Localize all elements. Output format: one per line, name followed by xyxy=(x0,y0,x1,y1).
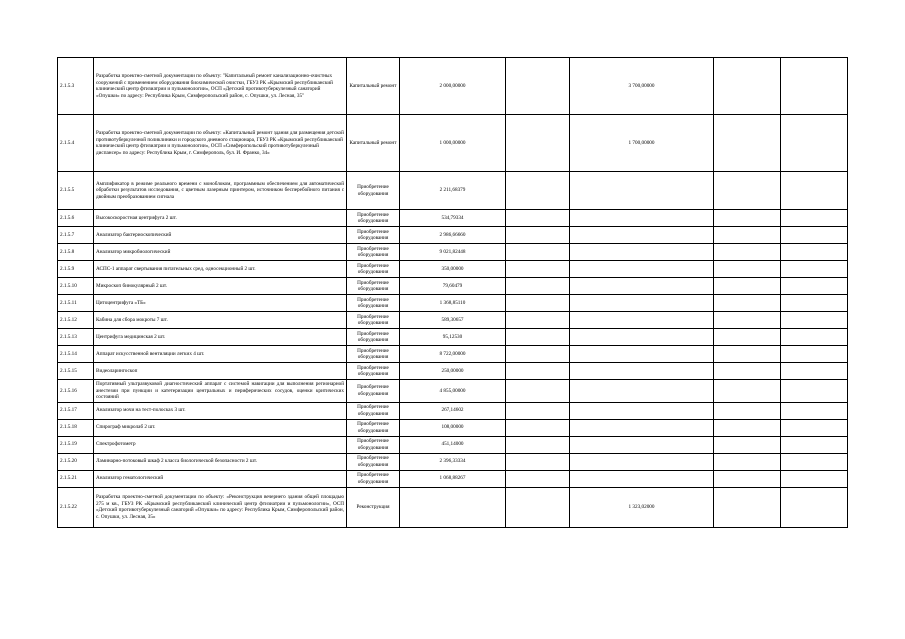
row-number-cell: 2.1.5.11 xyxy=(58,295,94,312)
row-description-cell: Цитоцентрифуга «ТБ» xyxy=(94,295,347,312)
row-empty-cell xyxy=(714,227,781,244)
row-amount-2-cell xyxy=(570,172,714,210)
row-number-cell: 2.1.5.22 xyxy=(58,487,94,527)
row-number-cell: 2.1.5.15 xyxy=(58,363,94,380)
row-empty-cell xyxy=(506,436,570,453)
row-description-cell: Анализатор мочи на тест-полосках 3 шт. xyxy=(94,402,347,419)
row-empty-cell xyxy=(714,380,781,403)
row-empty-cell xyxy=(781,329,848,346)
row-amount-cell: 9 021,82448 xyxy=(400,244,506,261)
row-amount-2-cell: 1 700,00000 xyxy=(570,115,714,172)
row-empty-cell xyxy=(714,172,781,210)
row-number-cell: 2.1.5.12 xyxy=(58,312,94,329)
row-amount-2-cell xyxy=(570,346,714,363)
table-row xyxy=(58,261,848,278)
row-description-cell: Микроскоп бинокулярный 2 шт. xyxy=(94,278,347,295)
row-description-cell: Разработка проектно-сметной документации по объекту: "Капитальный ремонт канализационно-очистных сооружений с применением оборудования биохимической очистки, ГБУЗ РК «Крымский республиканский клинический центр фтизиатрии и пульмонологии», ОСП «Детский противотуберкулезный санаторий «Опушки» по адресу: Республика Крым, Симферопольский район, с. Опушки, ул. Лесная, 35" xyxy=(94,58,347,115)
row-empty-cell xyxy=(506,380,570,403)
row-empty-cell xyxy=(714,436,781,453)
row-amount-2-cell: 3 700,00000 xyxy=(570,58,714,115)
row-type-cell: Капитальный ремонт xyxy=(347,58,400,115)
row-empty-cell xyxy=(781,402,848,419)
row-description-cell: Ламинарно-потоковый шкаф 2 класса биологической безопасности 2 шт. xyxy=(94,453,347,470)
budget-table xyxy=(57,57,848,528)
row-amount-2-cell xyxy=(570,210,714,227)
row-amount-cell: 79,60479 xyxy=(400,278,506,295)
row-empty-cell xyxy=(781,210,848,227)
row-type-cell: Реконструкция xyxy=(347,487,400,527)
row-number-cell: 2.1.5.7 xyxy=(58,227,94,244)
row-amount-2-cell xyxy=(570,329,714,346)
row-empty-cell xyxy=(506,346,570,363)
row-empty-cell xyxy=(781,436,848,453)
row-empty-cell xyxy=(506,115,570,172)
row-empty-cell xyxy=(714,487,781,527)
row-number-cell: 2.1.5.17 xyxy=(58,402,94,419)
row-empty-cell xyxy=(781,244,848,261)
row-type-cell: Капитальный ремонт xyxy=(347,115,400,172)
row-empty-cell xyxy=(781,312,848,329)
row-type-cell: Приобретение оборудования xyxy=(347,210,400,227)
row-type-cell: Приобретение оборудования xyxy=(347,363,400,380)
row-type-cell: Приобретение оборудования xyxy=(347,172,400,210)
row-type-cell: Приобретение оборудования xyxy=(347,295,400,312)
row-empty-cell xyxy=(714,115,781,172)
row-empty-cell xyxy=(506,278,570,295)
row-type-cell: Приобретение оборудования xyxy=(347,380,400,403)
table-body xyxy=(58,58,848,528)
row-number-cell: 2.1.5.19 xyxy=(58,436,94,453)
row-number-cell: 2.1.5.4 xyxy=(58,115,94,172)
row-description-cell: Спирограф микролаб 2 шт. xyxy=(94,419,347,436)
table-row xyxy=(58,58,848,115)
row-empty-cell xyxy=(714,261,781,278)
row-empty-cell xyxy=(714,363,781,380)
row-description-cell: Кабина для сбора мокроты 7 шт. xyxy=(94,312,347,329)
row-empty-cell xyxy=(781,295,848,312)
row-amount-2-cell xyxy=(570,363,714,380)
row-empty-cell xyxy=(506,419,570,436)
row-description-cell: Разработка проектно-сметной документации по объекту: «Капитальный ремонт здания для размещения детской противотуберкулезной поликлиники и городского дневного стационара, ГБУЗ РК «Крымский республиканский клинический центр фтизиатрии и пульмонологии», ОСП «Симферопольский противотуберкулезный диспансер» по адресу: Республика Крым, г. Симферополь, бул. И. Франко, 34» xyxy=(94,115,347,172)
row-description-cell: Видеоларингоскоп xyxy=(94,363,347,380)
table-row xyxy=(58,329,848,346)
row-empty-cell xyxy=(781,227,848,244)
row-empty-cell xyxy=(781,58,848,115)
row-description-cell: Аппарат искусственной вентиляции легких 4 шт. xyxy=(94,346,347,363)
row-empty-cell xyxy=(714,210,781,227)
row-amount-2-cell xyxy=(570,227,714,244)
row-empty-cell xyxy=(781,453,848,470)
table-row xyxy=(58,453,848,470)
row-empty-cell xyxy=(781,346,848,363)
row-amount-cell: 589,30657 xyxy=(400,312,506,329)
row-amount-cell: 451,14000 xyxy=(400,436,506,453)
row-description-cell: Портативный ультразвуковой диагностический аппарат с системой навигации для выполнения регионарной анестезии при пункции и катетеризации центральных и периферических сосудов, оценки критических состояний xyxy=(94,380,347,403)
row-empty-cell xyxy=(506,312,570,329)
row-type-cell: Приобретение оборудования xyxy=(347,278,400,295)
row-number-cell: 2.1.5.8 xyxy=(58,244,94,261)
row-empty-cell xyxy=(781,419,848,436)
row-number-cell: 2.1.5.13 xyxy=(58,329,94,346)
table-row xyxy=(58,210,848,227)
row-empty-cell xyxy=(506,295,570,312)
row-empty-cell xyxy=(506,363,570,380)
row-amount-cell: 267,14602 xyxy=(400,402,506,419)
row-number-cell: 2.1.5.9 xyxy=(58,261,94,278)
row-amount-2-cell xyxy=(570,402,714,419)
row-type-cell: Приобретение оборудования xyxy=(347,402,400,419)
table-row xyxy=(58,115,848,172)
row-number-cell: 2.1.5.21 xyxy=(58,470,94,487)
row-amount-cell: 2 211,68379 xyxy=(400,172,506,210)
row-amount-cell: 2 000,00000 xyxy=(400,58,506,115)
row-number-cell: 2.1.5.20 xyxy=(58,453,94,470)
row-amount-cell xyxy=(400,487,506,527)
row-empty-cell xyxy=(781,363,848,380)
row-empty-cell xyxy=(506,227,570,244)
row-empty-cell xyxy=(506,470,570,487)
row-empty-cell xyxy=(506,487,570,527)
row-type-cell: Приобретение оборудования xyxy=(347,329,400,346)
row-empty-cell xyxy=(506,58,570,115)
row-empty-cell xyxy=(714,58,781,115)
row-amount-2-cell xyxy=(570,436,714,453)
row-type-cell: Приобретение оборудования xyxy=(347,261,400,278)
row-empty-cell xyxy=(781,261,848,278)
row-amount-cell: 350,00000 xyxy=(400,261,506,278)
row-number-cell: 2.1.5.16 xyxy=(58,380,94,403)
row-empty-cell xyxy=(506,453,570,470)
row-type-cell: Приобретение оборудования xyxy=(347,312,400,329)
row-type-cell: Приобретение оборудования xyxy=(347,244,400,261)
row-empty-cell xyxy=(781,115,848,172)
row-amount-cell: 95,12530 xyxy=(400,329,506,346)
row-amount-2-cell xyxy=(570,244,714,261)
table-row xyxy=(58,487,848,527)
table-row xyxy=(58,227,848,244)
row-empty-cell xyxy=(506,244,570,261)
row-empty-cell xyxy=(714,346,781,363)
row-description-cell: Анализатор гематологический xyxy=(94,470,347,487)
table-row xyxy=(58,295,848,312)
table-row xyxy=(58,419,848,436)
table-row xyxy=(58,470,848,487)
row-amount-cell: 1 000,00000 xyxy=(400,115,506,172)
row-amount-2-cell xyxy=(570,278,714,295)
row-description-cell: Спектрофотометр xyxy=(94,436,347,453)
row-description-cell: Амплификатор в режиме реального времени с моноблоком, программным обеспечением для автоматической обработки результатов исследования, с цветным лазерным принтером, источником бесперебойного питания с двойным преобразованием сигнала xyxy=(94,172,347,210)
row-empty-cell xyxy=(781,470,848,487)
table-row xyxy=(58,312,848,329)
table-row xyxy=(58,436,848,453)
row-amount-cell: 2 986,66660 xyxy=(400,227,506,244)
row-amount-2-cell xyxy=(570,453,714,470)
row-amount-2-cell xyxy=(570,295,714,312)
row-type-cell: Приобретение оборудования xyxy=(347,470,400,487)
row-number-cell: 2.1.5.14 xyxy=(58,346,94,363)
row-amount-2-cell xyxy=(570,261,714,278)
row-amount-cell: 4 855,00000 xyxy=(400,380,506,403)
row-number-cell: 2.1.5.3 xyxy=(58,58,94,115)
row-amount-2-cell xyxy=(570,380,714,403)
row-description-cell: Анализатор микробиологический xyxy=(94,244,347,261)
table-row xyxy=(58,172,848,210)
row-description-cell: Разработка проектно-сметной документации по объекту: «Реконструкция вечернего здания общей площадью 275 м кв., ГБУЗ РК «Крымский республиканский клинический центр фтизиатрии и пульмонологии», ОСП «Детский противотуберкулезный санаторий «Опушки» по адресу: Республика Крым, Симферопольский район, с. Опушки, ул. Лесная, 35» xyxy=(94,487,347,527)
row-empty-cell xyxy=(506,172,570,210)
row-empty-cell xyxy=(714,453,781,470)
row-description-cell: АСПС-1 аппарат свертывания питательных сред, односекционный 2 шт. xyxy=(94,261,347,278)
row-empty-cell xyxy=(506,210,570,227)
row-empty-cell xyxy=(506,329,570,346)
row-type-cell: Приобретение оборудования xyxy=(347,453,400,470)
row-empty-cell xyxy=(714,470,781,487)
row-amount-cell: 108,00000 xyxy=(400,419,506,436)
row-number-cell: 2.1.5.18 xyxy=(58,419,94,436)
row-empty-cell xyxy=(781,487,848,527)
row-empty-cell xyxy=(781,380,848,403)
table-row xyxy=(58,402,848,419)
row-amount-cell: 2 396,33334 xyxy=(400,453,506,470)
row-amount-2-cell xyxy=(570,419,714,436)
row-amount-cell: 8 722,00000 xyxy=(400,346,506,363)
row-type-cell: Приобретение оборудования xyxy=(347,346,400,363)
row-empty-cell xyxy=(714,312,781,329)
row-number-cell: 2.1.5.5 xyxy=(58,172,94,210)
table-row xyxy=(58,244,848,261)
row-empty-cell xyxy=(781,278,848,295)
row-amount-2-cell xyxy=(570,312,714,329)
row-type-cell: Приобретение оборудования xyxy=(347,419,400,436)
row-empty-cell xyxy=(714,329,781,346)
row-empty-cell xyxy=(506,261,570,278)
row-amount-cell: 1 368,85110 xyxy=(400,295,506,312)
row-empty-cell xyxy=(714,244,781,261)
row-amount-2-cell: 1 323,02000 xyxy=(570,487,714,527)
table-row xyxy=(58,363,848,380)
row-empty-cell xyxy=(714,419,781,436)
row-empty-cell xyxy=(506,402,570,419)
row-empty-cell xyxy=(714,295,781,312)
row-amount-cell: 250,00000 xyxy=(400,363,506,380)
row-empty-cell xyxy=(781,172,848,210)
table-row xyxy=(58,380,848,403)
row-amount-2-cell xyxy=(570,470,714,487)
row-type-cell: Приобретение оборудования xyxy=(347,436,400,453)
row-empty-cell xyxy=(714,278,781,295)
row-amount-cell: 1 068,88267 xyxy=(400,470,506,487)
row-description-cell: Анализатор бактериоскопический xyxy=(94,227,347,244)
row-number-cell: 2.1.5.6 xyxy=(58,210,94,227)
row-description-cell: Центрифуга медицинская 2 шт. xyxy=(94,329,347,346)
row-description-cell: Высокоскоростная центрифуга 2 шт. xyxy=(94,210,347,227)
row-number-cell: 2.1.5.10 xyxy=(58,278,94,295)
row-amount-cell: 534,79334 xyxy=(400,210,506,227)
row-type-cell: Приобретение оборудования xyxy=(347,227,400,244)
table-row xyxy=(58,346,848,363)
table-row xyxy=(58,278,848,295)
row-empty-cell xyxy=(714,402,781,419)
